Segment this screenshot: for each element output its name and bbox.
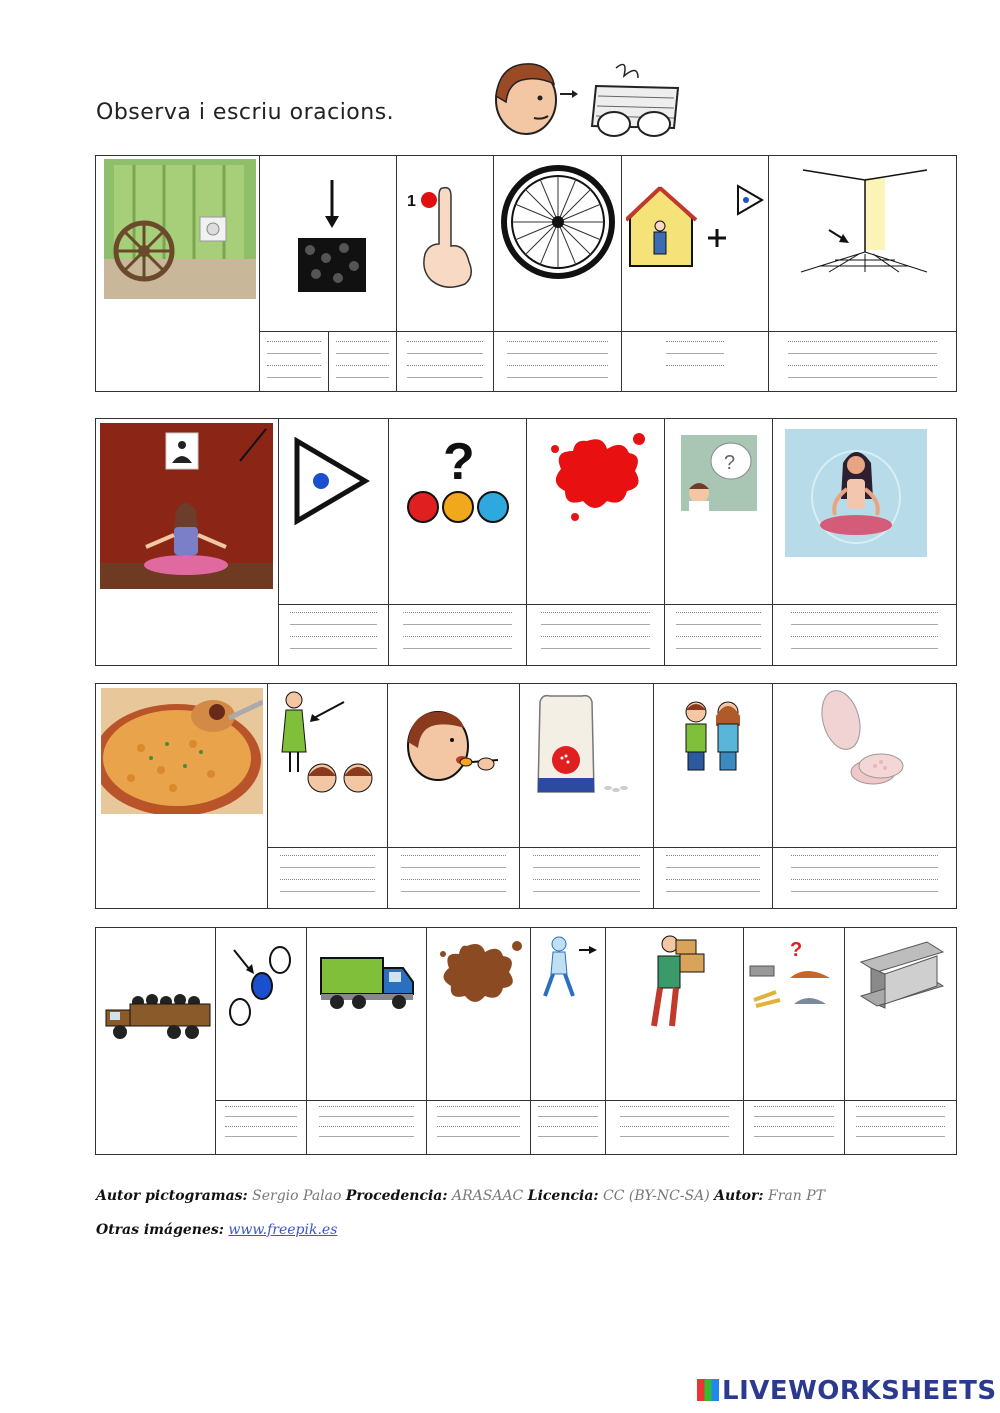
writing-area[interactable] bbox=[426, 1100, 530, 1154]
credit-label: Procedencia: bbox=[345, 1188, 448, 1204]
writing-area[interactable] bbox=[278, 604, 388, 665]
meditation-room-photo bbox=[100, 423, 273, 589]
writing-area[interactable] bbox=[772, 604, 956, 665]
rice-bag-icon bbox=[536, 692, 636, 802]
writing-area[interactable] bbox=[526, 604, 664, 665]
truck-with-coal-icon bbox=[104, 992, 212, 1042]
writing-area[interactable] bbox=[772, 847, 956, 908]
pictogram-cell bbox=[621, 156, 768, 331]
writing-area[interactable] bbox=[653, 847, 772, 908]
row1-photo-cell bbox=[96, 156, 259, 391]
credit-value: ARASAAC bbox=[451, 1188, 524, 1204]
carrying-boxes-icon bbox=[650, 934, 710, 1030]
pictogram-cell bbox=[426, 928, 530, 1100]
red-splash-icon bbox=[547, 431, 647, 521]
pictogram-cell bbox=[387, 684, 519, 847]
svg-text:1: 1 bbox=[407, 193, 416, 210]
writing-area[interactable] bbox=[621, 331, 768, 391]
writing-area[interactable] bbox=[664, 604, 772, 665]
svg-text:?: ? bbox=[443, 433, 475, 491]
exercise-row-4 bbox=[95, 927, 957, 1155]
pictogram-cell bbox=[653, 684, 772, 847]
pictogram-cell bbox=[526, 419, 664, 604]
credit-label: Licencia: bbox=[527, 1188, 599, 1204]
pictogram-cell bbox=[772, 684, 956, 847]
credit-value: CC (BY-NC-SA) bbox=[603, 1188, 710, 1204]
face-icon bbox=[496, 64, 556, 134]
brown-splash-icon bbox=[437, 938, 523, 1008]
credit-value: Sergio Palao bbox=[252, 1188, 342, 1204]
writing-area[interactable] bbox=[267, 847, 387, 908]
writing-area[interactable] bbox=[605, 1100, 743, 1154]
triangle-dot-icon bbox=[291, 437, 371, 527]
pictogram-cell bbox=[215, 928, 306, 1100]
bicycle-wheel-icon bbox=[500, 164, 616, 280]
number-one-finger-icon bbox=[405, 184, 485, 294]
credit-label: Autor: bbox=[714, 1188, 764, 1204]
pictogram-cell bbox=[267, 684, 387, 847]
pictogram-cell bbox=[844, 928, 956, 1100]
room-corner-icon bbox=[799, 168, 929, 278]
pictogram-cell bbox=[493, 156, 621, 331]
freepik-link[interactable]: www.freepik.es bbox=[228, 1222, 338, 1238]
question-colors-icon bbox=[403, 431, 513, 531]
worksheet-title: Observa i escriu oracions. bbox=[96, 100, 395, 125]
credit-label: Autor pictogramas: bbox=[96, 1188, 248, 1204]
writing-area[interactable] bbox=[743, 1100, 844, 1154]
logo-text: LIVEWORKSHEETS bbox=[722, 1376, 997, 1406]
other-images-label: Otras imágenes: bbox=[96, 1222, 224, 1238]
svg-text:?: ? bbox=[790, 939, 803, 961]
down-arrow-container-icon bbox=[292, 178, 372, 298]
liveworksheets-logo bbox=[697, 1376, 997, 1406]
pictogram-cell bbox=[388, 419, 526, 604]
writing-area[interactable] bbox=[396, 331, 493, 391]
materials-question-icon bbox=[746, 934, 842, 1014]
pictogram-cell bbox=[664, 419, 772, 604]
pictogram-cell bbox=[396, 156, 493, 331]
pictogram-cell bbox=[519, 684, 653, 847]
row3-photo-cell bbox=[96, 684, 267, 908]
writing-area[interactable] bbox=[768, 331, 956, 391]
pictogram-cell bbox=[768, 156, 956, 331]
credit-value: Fran PT bbox=[768, 1188, 825, 1204]
writing-area[interactable] bbox=[259, 331, 328, 391]
row2-photo-cell bbox=[96, 419, 278, 665]
room-with-wheel-photo bbox=[104, 159, 256, 299]
steel-beam-icon bbox=[857, 938, 947, 1012]
keyboard-typing-icon bbox=[592, 64, 678, 136]
writing-area[interactable] bbox=[530, 1100, 605, 1154]
writing-area[interactable] bbox=[388, 604, 526, 665]
header-pictogram bbox=[488, 58, 688, 140]
eating-spoon-icon bbox=[402, 706, 502, 786]
writing-area[interactable] bbox=[215, 1100, 306, 1154]
writing-area[interactable] bbox=[328, 331, 396, 391]
other-images-line bbox=[96, 1222, 337, 1238]
writing-area[interactable] bbox=[306, 1100, 426, 1154]
walking-person-icon bbox=[539, 934, 599, 1004]
writing-area[interactable] bbox=[493, 331, 621, 391]
woman-with-girls-icon bbox=[274, 688, 378, 798]
svg-text:?: ? bbox=[724, 452, 736, 474]
writing-area[interactable] bbox=[387, 847, 519, 908]
paella-photo bbox=[101, 688, 263, 814]
pictogram-cell bbox=[278, 419, 388, 604]
yoga-woman-icon bbox=[785, 429, 927, 557]
pictogram-cell bbox=[259, 156, 396, 331]
blue-circle-selection-icon bbox=[226, 942, 296, 1032]
pictogram-cell bbox=[605, 928, 743, 1100]
sausage-slices-icon bbox=[819, 690, 919, 790]
thinking-person-icon bbox=[681, 435, 757, 511]
pictogram-cell bbox=[743, 928, 844, 1100]
pictogram-cell bbox=[530, 928, 605, 1100]
green-truck-icon bbox=[319, 952, 419, 1012]
writing-area[interactable] bbox=[519, 847, 653, 908]
boy-girl-icon bbox=[678, 698, 748, 788]
row4-photo-cell bbox=[96, 928, 215, 1154]
credits-line bbox=[96, 1188, 825, 1204]
exercise-row-3 bbox=[95, 683, 957, 909]
logo-mark-icon bbox=[697, 1379, 719, 1401]
pictogram-cell bbox=[306, 928, 426, 1100]
exercise-row-2 bbox=[95, 418, 957, 666]
house-person-plus-icon bbox=[626, 184, 766, 284]
writing-area[interactable] bbox=[844, 1100, 956, 1154]
pictogram-cell bbox=[772, 419, 956, 604]
exercise-row-1 bbox=[95, 155, 957, 392]
